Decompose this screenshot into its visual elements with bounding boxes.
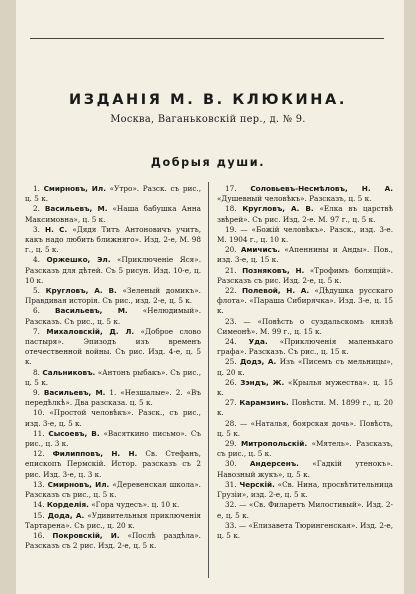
entry-number: 22. [225, 286, 242, 296]
entry-description: 1. «Незшалые». 2. «Въ передѣлкѣ». Два разсказа. ц. 5 к. [25, 388, 201, 408]
entry-number: 23. [225, 316, 244, 326]
entry-number: 27. [225, 398, 240, 408]
entry-number: 13. [33, 479, 48, 489]
entry-description: «Дѣдушка русскаго флота». «Параша Сибирячка». Изд. 3-е, ц. 15 к. [217, 286, 393, 316]
catalog-entry [25, 480, 201, 500]
entry-author: Сысоевъ, В. [48, 428, 100, 438]
catalog-entry [217, 245, 393, 265]
entry-description: «Деревенская школа». Разсказъ съ рис., ц. 5 к. [25, 479, 201, 500]
entry-description: «Доброе слово пастыря». Эпизодъ изъ временъ отечественной войны. Съ рис. Изд. 4-е, ц. 5 к. [25, 326, 201, 367]
entry-number: 10. [33, 408, 50, 418]
entry-author: Уда. [248, 337, 268, 347]
entry-description: «Душевный человѣкъ». Разсказъ, ц. 5 к. [217, 194, 372, 204]
entry-author: Филипповъ, Н. Н. [52, 449, 138, 459]
entry-author: Васильевъ, М. [44, 204, 108, 214]
catalog-entry [25, 306, 201, 326]
entry-number: 12. [33, 449, 53, 459]
catalog-entry [25, 388, 201, 408]
entry-number: 15. [33, 510, 48, 520]
entry-number: 31. [225, 479, 240, 489]
entry-description: «Нелюдимый». Разсказъ. Съ рис., ц. 5 к. [25, 306, 201, 326]
entry-author: Митропольскій. [241, 439, 308, 449]
entry-number: 8. [33, 367, 43, 377]
catalog-entry [217, 357, 393, 377]
entry-author: Корделія. [46, 500, 89, 510]
entry-author: Васильевъ, М. [43, 388, 106, 398]
entry-author: Позняковъ, Н. [242, 265, 305, 275]
page-title: ИЗДАНІЯ М. В. КЛЮКИНА. [69, 92, 347, 108]
left-column [25, 184, 201, 551]
entry-author: Смирновъ, Ил. [47, 479, 110, 489]
entry-number: 4. [33, 255, 47, 265]
entry-number: 26. [225, 377, 241, 387]
catalog-entry [25, 449, 201, 480]
entry-author: Зэндъ, Ж. [240, 377, 285, 387]
catalog-entry [217, 184, 393, 204]
entry-author: Кругловъ, А. В. [45, 286, 117, 296]
catalog-entry [217, 500, 393, 520]
entry-author: Михаловскій, Д. Л. [46, 326, 135, 336]
entry-number: 25. [225, 357, 240, 367]
column-divider [208, 182, 209, 578]
catalog-entry [25, 286, 201, 306]
entry-number: 24. [225, 337, 249, 347]
catalog-entry [25, 531, 201, 551]
entry-number: 33. [225, 520, 239, 530]
section-title: Добрыя души. [150, 156, 266, 169]
entry-description: «Приключеніе Яся». Разсказъ для дѣтей. Съ 5 рисун. Изд. 10-е, ц. 10 к. [25, 255, 201, 285]
entry-author: Карамзинъ. [239, 398, 289, 408]
entry-number: 3. [33, 224, 46, 234]
entry-description: «Дядя Титъ Антоновичъ учитъ, какъ надо любить ближняго». Изд. 2-е, М. 98 г., ц. 5 к. [25, 224, 201, 255]
entry-number: 16. [33, 530, 53, 540]
entry-description: «Крылья мужества». ц. 15 к. [217, 377, 393, 398]
entry-description: «Апеннины и Анды». Пов., изд. 3-е, ц. 15 к. [217, 245, 393, 265]
entry-description: «Гадкій утенокъ». Навозный жукъ», ц. 5 к. [217, 459, 393, 479]
catalog-entry [217, 419, 393, 439]
entry-description: — «Наталья, боярская дочь». Повѣсть, ц. 5 к. [217, 418, 393, 438]
entry-description: «Васяткино письмо». Съ рис., ц. 3 к. [25, 428, 201, 449]
entry-author: Полевой, Н. А. [241, 286, 310, 296]
catalog-entry [25, 368, 201, 388]
right-column [217, 184, 393, 541]
entry-description: — «Св. Филаретъ Милостивый». Изд. 2-е, ц. 5 к. [217, 500, 393, 520]
entry-author: Кругловъ, А. В. [242, 204, 314, 214]
entry-description: «Мятель». Разсказъ, съ рис., ц. 5 к. [217, 439, 393, 459]
entry-number: 5. [33, 286, 46, 296]
entry-description: «Приключенія маленькаго графа». Разсказъ. Съ рис., ц. 15 к. [217, 337, 393, 357]
entry-number: 32. [225, 500, 240, 510]
catalog-entry [25, 327, 201, 368]
catalog-entry [217, 286, 393, 317]
entry-author: Соловьевъ-Несмѣловъ, Н. А. [250, 184, 393, 193]
catalog-entry [217, 317, 393, 337]
catalog-entry [217, 398, 393, 418]
entry-description: «Трофимъ болящій». Разсказъ съ рис. Изд. 2-е, ц. 5 к. [217, 265, 394, 285]
entry-description: «Удивительныя приключенія Тартарена». Съ рис., ц. 20 к. [25, 510, 201, 530]
entry-number: 28. [225, 418, 240, 428]
entry-description: «Наша бабушка Анна Максимовна», ц. 5 к. [25, 204, 201, 224]
entry-description: Повѣсти. М. 1899 г., ц. 20 к. [217, 398, 393, 418]
entry-author: Андерсенъ. [249, 459, 299, 469]
catalog-entry [217, 378, 393, 398]
entry-number: 11. [33, 428, 49, 438]
catalog-entry [217, 204, 393, 224]
entry-number: 14. [33, 500, 47, 510]
entry-description: — «Елизавета Тюрингенская». Изд. 2-е, ц. 5 к. [217, 520, 393, 540]
entry-description: «Св. Нина, просвѣтительница Грузіи», изд. 2-е, ц. 5 к. [217, 479, 393, 500]
entry-number: 17. [225, 184, 251, 193]
entry-number: 30. [225, 459, 250, 469]
entry-number: 6. [33, 306, 55, 316]
catalog-entry [25, 255, 201, 286]
catalog-entry [25, 500, 201, 510]
entry-description: «Елка въ царствѣ звѣрей». Съ рис. Изд. 2-е. М. 97 г., ц. 5 к. [217, 204, 394, 224]
catalog-entry [217, 266, 393, 286]
entry-description: «Зеленый домикъ». Правдивая исторія. Съ рис., изд. 2-е, ц. 5 к. [25, 286, 201, 306]
entry-description: «Гора чудесъ». ц. 10 к. [91, 500, 180, 510]
entry-author: Васильевъ, М. [55, 306, 128, 316]
catalog-entry [217, 521, 393, 541]
entry-description: «Простой человѣкъ». Разск., съ рис., изд. 3-е, ц. 5 к. [25, 408, 201, 428]
catalog-entry [25, 408, 201, 428]
entry-description: — «Повѣсть о суздальскомъ князѣ Симеонѣ». М. 99 г., ц. 15 к. [217, 316, 393, 336]
entry-author: Оржешко, Эл. [46, 255, 111, 265]
entry-number: 9. [33, 388, 44, 398]
entry-number: 18. [225, 204, 243, 214]
catalog-entry [217, 480, 393, 500]
catalog-entry [25, 511, 201, 531]
entry-author: Н. С. [45, 224, 68, 234]
entry-author: Смирновъ, Ил. [43, 184, 106, 193]
catalog-entry [217, 459, 393, 479]
entry-author: Додэ, А. [239, 357, 277, 367]
entry-number: 21. [225, 265, 243, 275]
entry-number: 20. [225, 245, 241, 255]
entry-author: Покровскій, И. [52, 530, 120, 540]
entry-description: — «Божій человѣкъ». Разск., изд. 3-е. М. 1904 г., ц. 10 к. [217, 224, 393, 245]
entry-description: «Послѣ раздѣла». Разсказъ съ 2 рис. Изд. 2-е, ц. 5 к. [25, 530, 201, 551]
catalog-entry [217, 439, 393, 459]
entry-author: Черскій. [239, 479, 275, 489]
entry-number: 2. [33, 204, 45, 214]
catalog-entry [217, 225, 393, 245]
catalog-entry [217, 337, 393, 357]
top-rule [30, 38, 384, 39]
entry-description: «Утро». Разск. съ рис., ц. 5 к. [25, 184, 201, 204]
entry-description: «Антонъ рыбакъ». Съ рис., ц. 5 к. [25, 367, 201, 387]
catalog-entry [25, 429, 201, 449]
catalog-entry [25, 184, 201, 204]
entry-number: 7. [33, 326, 47, 336]
entry-number: 29. [225, 439, 241, 449]
catalog-entry [25, 204, 201, 224]
publisher-address: Москва, Ваганьковскій пер., д. № 9. [110, 114, 306, 125]
catalog-entry [25, 225, 201, 256]
entry-description: Изъ «Писемъ съ мельницы», ц. 20 к. [217, 357, 393, 377]
entry-number: 19. [225, 224, 241, 234]
entry-description: Св. Стефанъ, епископъ Пермскій. Истор. разсказъ съ 2 рис. Изд. 3-е, ц. 3 к. [25, 449, 201, 479]
entry-author: Сальниковъ. [42, 367, 96, 377]
entry-author: Амичисъ. [240, 245, 281, 255]
entry-number: 1. [33, 184, 44, 193]
entry-author: Дода, А. [47, 510, 85, 520]
